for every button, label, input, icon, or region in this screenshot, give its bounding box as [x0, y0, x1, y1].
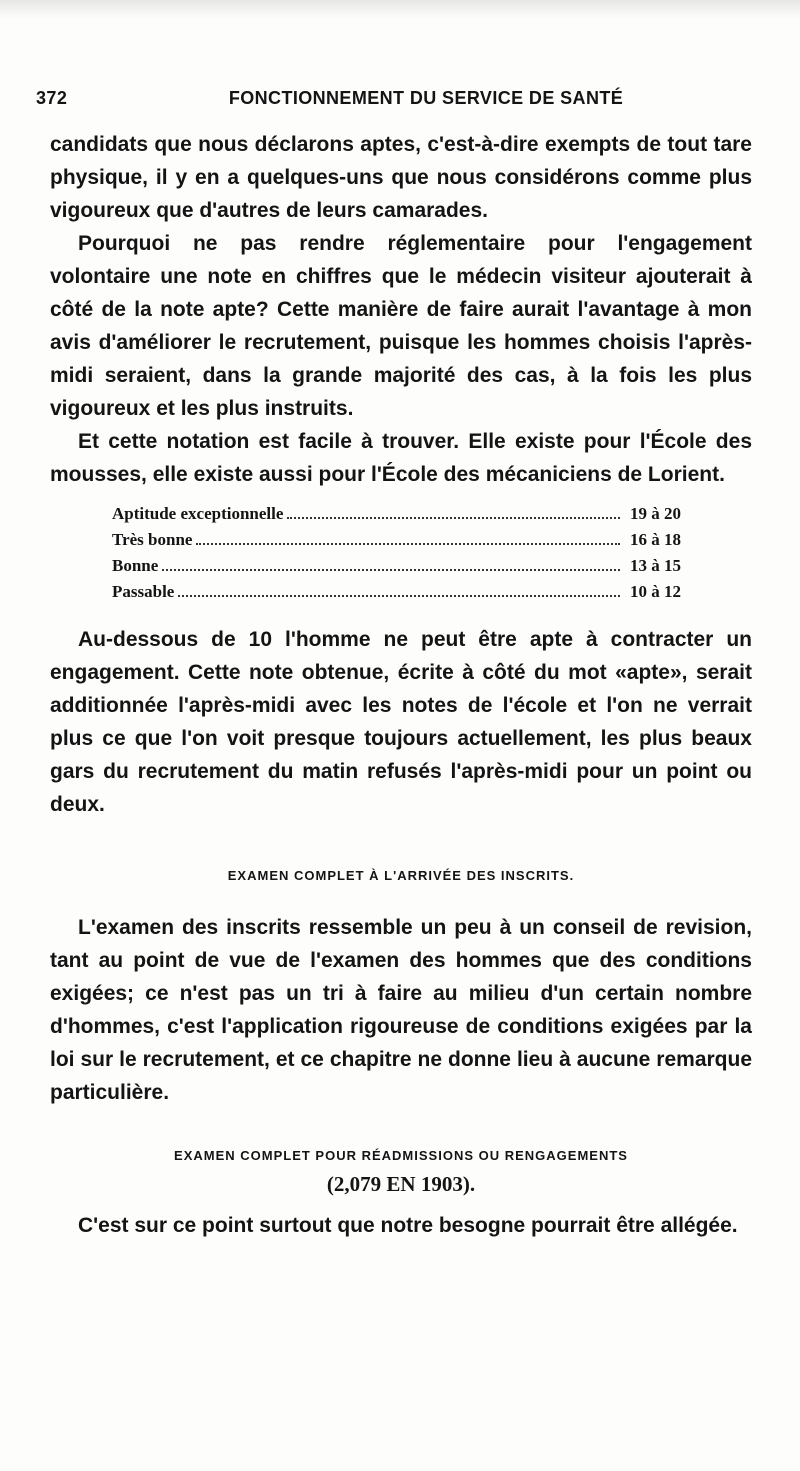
dot-leader: [178, 594, 620, 597]
grade-label: Bonne: [112, 556, 159, 575]
grade-range: 10 à 12: [630, 582, 681, 601]
paragraph-arrival-exam: L'examen des inscrits ressemble un peu à un conseil de revision, tant au point de vue de l'examen des hommes que des conditions exigées; ce n'est pas un tri à faire au milieu d'un certain nombre d'hommes, c'est l'application rigoureuse de conditions exigées par la loi sur le recrutement, et ce chapitre ne donne lieu à aucune remarque particulière.: [50, 916, 752, 1104]
grade-row: [112, 579, 712, 605]
grade-label: Aptitude exceptionnelle: [112, 504, 284, 523]
paragraph-threshold: Au-dessous de 10 l'homme ne peut être apte à contracter un engagement. Cette note obtenue, écrite à côté du mot «apte», serait additionnée l'après-midi avec les notes de l'école et l'on ne verrait plus ce que l'on voit presque toujours actuellement, les plus beaux gars du recrutement du matin refusés l'après-midi pour un point ou deux.: [50, 628, 752, 816]
paragraph-closing: C'est sur ce point surtout que notre besogne pourrait être allégée.: [78, 1214, 738, 1237]
section-subheading-readmission: (2,079 EN 1903).: [326, 1172, 476, 1196]
scan-edge-shadow: [0, 0, 800, 18]
grade-row: [112, 501, 712, 527]
grade-row: [112, 527, 712, 553]
grade-range: 13 à 15: [630, 556, 681, 575]
paragraph-continuation: candidats que nous déclarons aptes, c'est-à-dire exempts de tout tare physique, il y en a quelques-uns que nous considérons comme plus vigoureux que d'autres de leurs camarades.: [50, 133, 752, 222]
grade-range: 16 à 18: [630, 530, 681, 549]
dot-leader: [196, 542, 620, 545]
grade-label: Passable: [112, 582, 175, 601]
section-heading-arrival: EXAMEN COMPLET À L'ARRIVÉE DES INSCRITS.: [227, 868, 575, 883]
running-title: FONCTIONNEMENT DU SERVICE DE SANTÉ: [228, 88, 624, 108]
running-header: [36, 88, 764, 118]
paragraph-notation: Et cette notation est facile à trouver. Elle existe pour l'École des mousses, elle existe aussi pour l'École des mécaniciens de Lorient.: [50, 430, 752, 486]
dot-leader: [162, 568, 620, 571]
dot-leader: [287, 516, 620, 519]
page-number: 372: [36, 88, 68, 108]
grade-range: 19 à 20: [630, 504, 681, 523]
grade-table: [112, 501, 712, 605]
section-heading-readmission: EXAMEN COMPLET POUR RÉADMISSIONS OU RENGAGEMENTS: [174, 1148, 628, 1163]
paragraph-proposal: Pourquoi ne pas rendre réglementaire pour l'engagement volontaire une note en chiffres que le médecin visiteur ajouterait à côté de la note apte? Cette manière de faire aurait l'avantage à mon avis d'améliorer le recrutement, puisque les hommes choisis l'après-midi seraient, dans la grande majorité des cas, à la fois les plus vigoureux et les plus instruits.: [50, 232, 752, 420]
grade-row: [112, 553, 712, 579]
page-body: [50, 128, 752, 1242]
grade-label: Très bonne: [112, 530, 193, 549]
